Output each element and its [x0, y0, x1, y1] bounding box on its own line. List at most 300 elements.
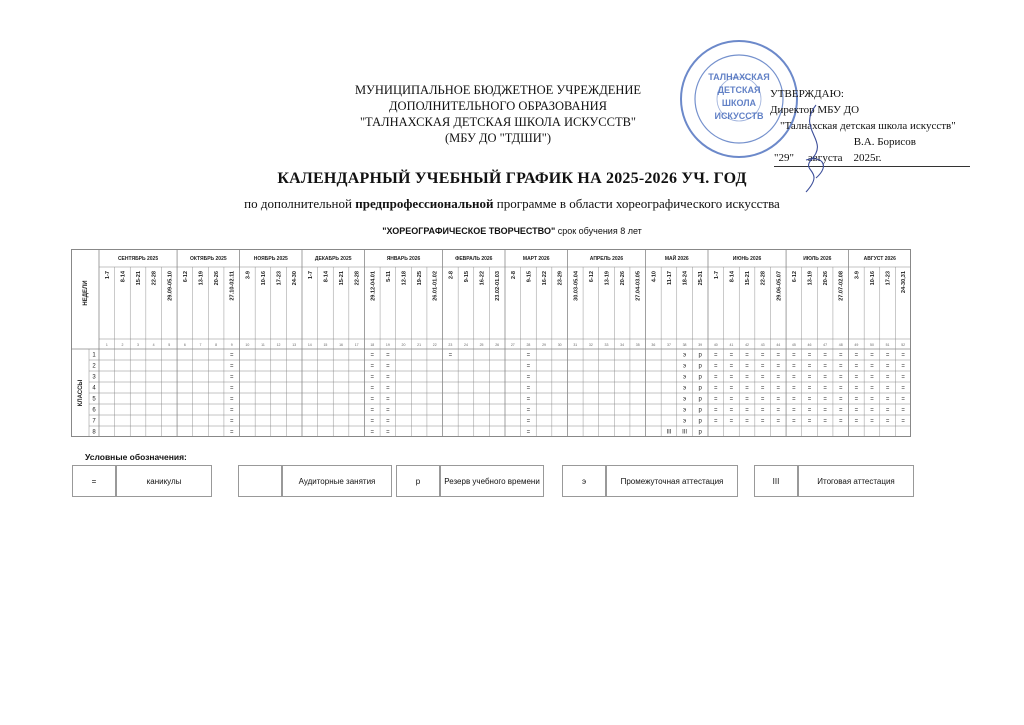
- schedule-cell-mark: =: [854, 363, 859, 370]
- schedule-cell-mark: =: [870, 352, 874, 359]
- org-line: МУНИЦИПАЛЬНОЕ БЮДЖЕТНОЕ УЧРЕЖДЕНИЕ: [354, 83, 642, 97]
- week-number: 27: [510, 343, 515, 347]
- week-range-label: 24-30: [292, 271, 299, 286]
- week-range-label: 8-14: [729, 271, 736, 283]
- week-number: 31: [573, 343, 578, 347]
- schedule-cell-mark: =: [526, 363, 531, 370]
- schedule-cell-mark: =: [760, 418, 765, 425]
- schedule-cell-mark: =: [854, 385, 859, 392]
- week-range-label: 4-10: [651, 271, 658, 283]
- subtitle-pre: по дополнительной: [244, 196, 356, 211]
- schedule-cell-mark: =: [792, 385, 796, 392]
- schedule-cell-mark: =: [760, 352, 765, 359]
- schedule-cell-mark: =: [838, 418, 843, 425]
- schedule-cell-mark: =: [729, 363, 734, 370]
- schedule-cell-mark: =: [854, 374, 859, 381]
- weeks-header: НЕДЕЛИ: [83, 280, 89, 306]
- legend-symbol-final: III: [754, 465, 798, 497]
- week-range-label: 6-12: [791, 271, 798, 283]
- schedule-cell-mark: =: [823, 363, 827, 370]
- schedule-cell-mark: =: [760, 374, 765, 381]
- schedule-cell-mark: =: [370, 385, 375, 392]
- week-range-label: 24-30,31: [901, 271, 908, 294]
- month-label: ЯНВАРЬ 2026: [386, 256, 421, 262]
- week-number: 49: [854, 343, 859, 347]
- schedule-cell-mark: =: [370, 363, 375, 370]
- week-number: 11: [261, 343, 265, 347]
- month-label: ФЕВРАЛЬ 2026: [455, 256, 493, 262]
- week-range-label: 15-21: [745, 271, 752, 286]
- week-number: 38: [682, 343, 687, 347]
- schedule-cell-mark: =: [838, 407, 843, 414]
- week-range-label: 22-28: [151, 271, 158, 286]
- week-number: 43: [760, 343, 765, 347]
- schedule-cell-mark: =: [386, 374, 390, 381]
- approve-name: В.А. Борисов: [853, 136, 916, 148]
- schedule-cell-mark: =: [838, 385, 843, 392]
- schedule-cell-mark: р: [698, 352, 702, 359]
- week-range-label: 13-19: [807, 271, 814, 286]
- schedule-cell-mark: =: [229, 385, 234, 392]
- org-line: ДОПОЛНИТЕЛЬНОГО ОБРАЗОВАНИЯ: [389, 99, 607, 113]
- month-label: ОКТЯБРЬ 2025: [189, 256, 227, 262]
- page-subtitle: [0, 196, 1024, 212]
- program-term: срок обучения 8 лет: [555, 226, 642, 236]
- schedule-cell-mark: =: [807, 385, 812, 392]
- schedule-cell-mark: р: [698, 363, 702, 370]
- week-number: 9: [230, 343, 233, 347]
- legend-symbol-reserve: р: [396, 465, 440, 497]
- schedule-cell-mark: =: [823, 407, 827, 414]
- schedule-cell-mark: =: [901, 396, 905, 403]
- week-range-label: 16-22: [479, 271, 486, 286]
- schedule-cell-mark: =: [776, 418, 781, 425]
- week-number: 14: [307, 343, 312, 347]
- week-number: 6: [183, 343, 186, 347]
- schedule-cell-mark: р: [698, 374, 702, 381]
- schedule-cell-mark: э: [683, 396, 687, 403]
- page-title: КАЛЕНДАРНЫЙ УЧЕБНЫЙ ГРАФИК НА 2025-2026 УЧ. ГОД: [277, 170, 747, 187]
- legend-label-final: Итоговая аттестация: [798, 465, 914, 497]
- schedule-cell-mark: =: [760, 396, 765, 403]
- schedule-cell-mark: р: [698, 396, 702, 403]
- week-number: 51: [885, 343, 890, 347]
- week-range-label: 18-24: [682, 271, 689, 286]
- schedule-cell-mark: =: [885, 374, 890, 381]
- legend-label-holiday: каникулы: [116, 465, 212, 497]
- week-range-label: 3-9: [245, 271, 252, 280]
- week-range-label: 22-28: [760, 271, 767, 286]
- schedule-cell-mark: =: [776, 396, 781, 403]
- schedule-cell-mark: =: [745, 418, 749, 425]
- schedule-cell-mark: =: [526, 429, 531, 436]
- schedule-cell-mark: р: [698, 429, 702, 436]
- class-number: 5: [92, 396, 96, 403]
- week-number: 16: [339, 343, 343, 347]
- schedule-cell-mark: =: [729, 374, 734, 381]
- schedule-cell-mark: э: [683, 418, 687, 425]
- schedule-cell-mark: =: [760, 407, 765, 414]
- schedule-cell-mark: =: [729, 396, 734, 403]
- organization-header: [318, 82, 678, 146]
- week-range-label: 20-26: [620, 271, 627, 286]
- week-number: 45: [791, 343, 796, 347]
- stamp-text-line: ДЕТСКАЯ: [717, 85, 761, 95]
- week-number: 37: [667, 343, 671, 347]
- schedule-cell-mark: =: [386, 418, 390, 425]
- schedule-cell-mark: =: [854, 407, 859, 414]
- schedule-cell-mark: =: [823, 374, 827, 381]
- schedule-cell-mark: =: [807, 352, 812, 359]
- schedule-cell-mark: э: [683, 374, 687, 381]
- week-range-label: 6-12: [588, 271, 595, 283]
- schedule-cell-mark: =: [386, 385, 390, 392]
- month-label: АПРЕЛЬ 2026: [589, 256, 624, 262]
- week-number: 42: [745, 343, 749, 347]
- week-range-label: 2-8: [510, 271, 517, 280]
- schedule-cell-mark: =: [885, 385, 890, 392]
- week-number: 18: [370, 343, 375, 347]
- schedule-cell-mark: =: [854, 418, 859, 425]
- class-number: 3: [92, 374, 96, 381]
- schedule-cell-mark: р: [698, 418, 702, 425]
- schedule-cell-mark: =: [745, 385, 749, 392]
- schedule-cell-mark: =: [370, 352, 375, 359]
- approve-date-day: "29": [774, 152, 794, 164]
- schedule-cell-mark: =: [854, 396, 859, 403]
- stamp-text-line: ТАЛНАХСКАЯ: [708, 72, 770, 82]
- schedule-cell-mark: =: [792, 352, 796, 359]
- schedule-cell-mark: III: [666, 429, 672, 436]
- week-number: 39: [698, 343, 703, 347]
- week-number: 40: [713, 343, 718, 347]
- org-line: (МБУ ДО "ТДШИ"): [444, 131, 552, 145]
- approve-label: УТВЕРЖДАЮ:: [770, 88, 844, 100]
- schedule-cell-mark: =: [370, 429, 375, 436]
- schedule-cell-mark: э: [683, 352, 687, 359]
- week-range-label: 29.06-05.07: [776, 271, 783, 301]
- schedule-cell-mark: =: [714, 363, 718, 370]
- week-number: 34: [620, 343, 625, 347]
- month-label: МАРТ 2026: [522, 256, 550, 262]
- week-range-label: 17-23: [276, 271, 283, 286]
- week-number: 3: [137, 343, 140, 347]
- schedule-cell-mark: =: [729, 385, 734, 392]
- schedule-cell-mark: =: [776, 407, 781, 414]
- week-range-label: 30.03-05.04: [573, 271, 580, 301]
- schedule-cell-mark: =: [870, 385, 874, 392]
- schedule-cell-mark: =: [823, 396, 827, 403]
- week-range-label: 22-28: [354, 271, 361, 286]
- week-range-label: 13-19: [198, 271, 205, 286]
- class-number: 4: [92, 385, 96, 392]
- program-name: [0, 226, 1024, 236]
- week-number: 52: [901, 343, 906, 347]
- week-range-label: 20-26: [214, 271, 221, 286]
- week-range-label: 12-18: [401, 271, 408, 286]
- week-range-label: 15-21: [339, 271, 346, 286]
- schedule-cell-mark: =: [870, 418, 874, 425]
- week-range-label: 29.12-04.01: [370, 271, 377, 301]
- week-number: 46: [807, 343, 812, 347]
- class-number: 8: [92, 429, 96, 436]
- month-label: АВГУСТ 2026: [863, 256, 896, 262]
- program-title: "ХОРЕОГРАФИЧЕСКОЕ ТВОРЧЕСТВО": [382, 226, 556, 236]
- week-range-label: 6-12: [182, 271, 189, 283]
- week-range-label: 2-8: [448, 271, 455, 280]
- legend-label-classes: Аудиторные занятия: [282, 465, 392, 497]
- schedule-cell-mark: =: [792, 396, 796, 403]
- schedule-cell-mark: =: [229, 396, 234, 403]
- week-number: 8: [215, 343, 218, 347]
- schedule-cell-mark: =: [807, 418, 812, 425]
- week-range-label: 1-7: [307, 271, 314, 280]
- schedule-cell-mark: =: [792, 363, 796, 370]
- schedule-cell-mark: =: [760, 385, 765, 392]
- week-number: 33: [604, 343, 609, 347]
- week-range-label: 10-16: [260, 271, 267, 286]
- week-range-label: 9-15: [463, 271, 470, 283]
- week-number: 25: [479, 343, 484, 347]
- week-number: 32: [588, 343, 593, 347]
- week-number: 28: [526, 343, 531, 347]
- schedule-cell-mark: =: [526, 374, 531, 381]
- schedule-cell-mark: =: [370, 374, 375, 381]
- schedule-cell-mark: =: [370, 418, 375, 425]
- class-number: 7: [92, 418, 96, 425]
- schedule-cell-mark: =: [745, 352, 749, 359]
- schedule-cell-mark: =: [901, 385, 905, 392]
- schedule-cell-mark: =: [714, 374, 718, 381]
- approve-date-month: августа: [807, 152, 843, 164]
- week-range-label: 17-23: [885, 271, 892, 286]
- schedule-cell-mark: э: [683, 385, 687, 392]
- week-range-label: 16-22: [542, 271, 549, 286]
- week-number: 36: [651, 343, 656, 347]
- schedule-cell-mark: =: [792, 407, 796, 414]
- class-number: 6: [92, 407, 96, 414]
- schedule-cell-mark: =: [838, 352, 843, 359]
- stamp-text-line: ШКОЛА: [721, 98, 757, 108]
- schedule-cell-mark: =: [729, 407, 734, 414]
- week-number: 23: [448, 343, 453, 347]
- week-range-label: 1-7: [104, 271, 111, 280]
- week-range-label: 23.02-01.03: [495, 271, 502, 301]
- legend-label-reserve: Резерв учебного времени: [440, 465, 544, 497]
- week-number: 7: [199, 343, 202, 347]
- schedule-cell-mark: =: [838, 374, 843, 381]
- schedule-cell-mark: =: [776, 363, 781, 370]
- schedule-cell-mark: =: [386, 429, 390, 436]
- schedule-cell-mark: =: [745, 396, 749, 403]
- schedule-cell-mark: =: [229, 418, 234, 425]
- schedule-cell-mark: =: [823, 385, 827, 392]
- schedule-cell-mark: =: [807, 396, 812, 403]
- schedule-cell-mark: =: [760, 363, 765, 370]
- week-number: 47: [823, 343, 828, 347]
- schedule-cell-mark: =: [386, 363, 390, 370]
- schedule-cell-mark: р: [698, 385, 702, 392]
- schedule-cell-mark: =: [885, 407, 890, 414]
- week-number: 24: [464, 343, 468, 347]
- schedule-cell-mark: III: [682, 429, 688, 436]
- month-label: ИЮНЬ 2026: [732, 256, 762, 262]
- schedule-cell-mark: =: [885, 352, 890, 359]
- week-range-label: 5-11: [385, 271, 392, 282]
- schedule-cell-mark: =: [885, 418, 890, 425]
- schedule-cell-mark: =: [229, 352, 234, 359]
- week-number: 35: [635, 343, 640, 347]
- legend-symbol-interim: э: [562, 465, 606, 497]
- subtitle-post: программе в области хореографического искусства: [493, 196, 780, 211]
- week-number: 10: [245, 343, 250, 347]
- schedule-cell-mark: =: [526, 418, 531, 425]
- week-range-label: 27.07-02.08: [838, 271, 845, 301]
- table-border: [72, 250, 911, 437]
- schedule-cell-mark: =: [807, 363, 812, 370]
- week-number: 26: [495, 343, 500, 347]
- week-range-label: 13-19: [604, 271, 611, 286]
- legend-symbol-holiday: =: [72, 465, 116, 497]
- month-label: ИЮЛЬ 2026: [803, 256, 832, 262]
- schedule-cell-mark: =: [823, 418, 827, 425]
- approve-date-year: 2025г.: [853, 152, 882, 164]
- week-range-label: 9-15: [526, 271, 533, 283]
- week-range-label: 10-16: [869, 271, 876, 286]
- legend-title: Условные обозначения:: [85, 452, 187, 462]
- week-range-label: 1-7: [713, 271, 720, 280]
- schedule-cell-mark: =: [229, 407, 234, 414]
- week-range-label: 25-31: [698, 271, 705, 286]
- week-range-label: 3-9: [854, 271, 861, 280]
- schedule-cell-mark: =: [807, 374, 812, 381]
- class-number: 1: [92, 352, 96, 359]
- week-number: 2: [121, 343, 124, 347]
- schedule-cell-mark: =: [745, 363, 749, 370]
- schedule-cell-mark: =: [448, 352, 453, 359]
- month-label: НОЯБРЬ 2025: [253, 256, 288, 262]
- week-number: 19: [385, 343, 390, 347]
- schedule-cell-mark: =: [729, 352, 734, 359]
- schedule-cell-mark: =: [838, 363, 843, 370]
- schedule-cell-mark: =: [386, 407, 390, 414]
- schedule-cell-mark: =: [792, 418, 796, 425]
- week-number: 17: [354, 343, 359, 347]
- week-number: 5: [168, 343, 171, 347]
- legend: [72, 465, 914, 497]
- schedule-cell-mark: =: [870, 363, 874, 370]
- week-number: 12: [276, 343, 281, 347]
- schedule-cell-mark: э: [683, 407, 687, 414]
- org-line: "ТАЛНАХСКАЯ ДЕТСКАЯ ШКОЛА ИСКУССТВ": [359, 115, 637, 129]
- week-number: 21: [417, 343, 422, 347]
- schedule-cell-mark: =: [776, 374, 781, 381]
- week-range-label: 15-21: [136, 271, 143, 286]
- week-number: 50: [870, 343, 874, 347]
- legend-label-interim: Промежуточная аттестация: [606, 465, 738, 497]
- schedule-cell-mark: =: [526, 396, 531, 403]
- week-number: 13: [292, 343, 297, 347]
- legend-symbol-classes: [238, 465, 282, 497]
- schedule-cell-mark: =: [870, 374, 874, 381]
- schedule-cell-mark: =: [714, 407, 718, 414]
- schedule-cell-mark: =: [745, 374, 749, 381]
- schedule-cell-mark: =: [386, 396, 390, 403]
- class-number: 2: [92, 363, 96, 370]
- schedule-cell-mark: =: [901, 418, 905, 425]
- week-number: 4: [152, 343, 155, 347]
- schedule-cell-mark: =: [901, 363, 905, 370]
- schedule-cell-mark: =: [885, 363, 890, 370]
- schedule-cell-mark: =: [729, 418, 734, 425]
- schedule-cell-mark: =: [526, 352, 531, 359]
- week-range-label: 27.04-03.05: [635, 271, 642, 301]
- schedule-cell-mark: =: [714, 396, 718, 403]
- schedule-cell-mark: э: [683, 363, 687, 370]
- month-label: МАЙ 2026: [664, 256, 689, 262]
- week-number: 30: [557, 343, 562, 347]
- schedule-cell-mark: =: [745, 407, 749, 414]
- schedule-cell-mark: =: [854, 352, 859, 359]
- week-number: 29: [542, 343, 546, 347]
- schedule-cell-mark: =: [370, 407, 375, 414]
- week-number: 15: [323, 343, 328, 347]
- week-range-label: 19-25: [417, 271, 424, 286]
- week-range-label: 26.01-01.02: [432, 271, 439, 301]
- approve-position: Директор МБУ ДО: [770, 104, 860, 116]
- schedule-cell-mark: =: [370, 396, 375, 403]
- week-number: 41: [729, 343, 734, 347]
- week-number: 20: [401, 343, 406, 347]
- schedule-cell-mark: =: [792, 374, 796, 381]
- schedule-cell-mark: =: [526, 407, 531, 414]
- schedule-cell-mark: =: [838, 396, 843, 403]
- week-range-label: 8-14: [120, 271, 127, 283]
- schedule-cell-mark: =: [386, 352, 390, 359]
- schedule-cell-mark: =: [901, 352, 905, 359]
- schedule-cell-mark: =: [870, 407, 874, 414]
- schedule-table: [71, 249, 911, 437]
- schedule-cell-mark: р: [698, 407, 702, 414]
- subtitle-bold: предпрофессиональной: [355, 196, 494, 211]
- week-range-label: 29.09-05.10: [167, 271, 174, 301]
- schedule-cell-mark: =: [229, 429, 234, 436]
- week-number: 22: [432, 343, 437, 347]
- month-label: СЕНТЯБРЬ 2025: [117, 256, 159, 262]
- week-range-label: 27.10-02.11: [229, 271, 236, 301]
- week-range-label: 20-26: [823, 271, 830, 286]
- stamp-text-line: ИСКУССТВ: [714, 111, 764, 121]
- schedule-cell-mark: =: [807, 407, 812, 414]
- schedule-cell-mark: =: [229, 374, 234, 381]
- schedule-cell-mark: =: [776, 352, 781, 359]
- week-number: 44: [776, 343, 781, 347]
- schedule-cell-mark: =: [714, 385, 718, 392]
- week-number: 1: [105, 343, 108, 347]
- schedule-cell-mark: =: [885, 396, 890, 403]
- approve-org: "Талнахская детская школа искусств": [780, 120, 956, 132]
- week-number: 48: [838, 343, 843, 347]
- schedule-cell-mark: =: [823, 352, 827, 359]
- schedule-cell-mark: =: [901, 407, 905, 414]
- schedule-cell-mark: =: [714, 352, 718, 359]
- schedule-cell-mark: =: [776, 385, 781, 392]
- month-label: ДЕКАБРЬ 2025: [314, 256, 352, 262]
- week-range-label: 11-17: [666, 271, 673, 285]
- schedule-cell-mark: =: [526, 385, 531, 392]
- schedule-cell-mark: =: [714, 418, 718, 425]
- week-range-label: 23-29: [557, 271, 564, 286]
